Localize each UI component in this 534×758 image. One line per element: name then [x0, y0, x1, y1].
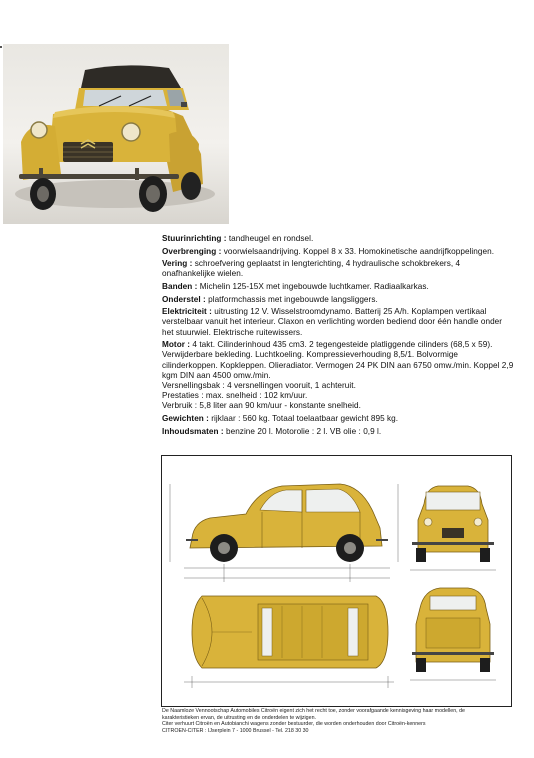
- spec-chassis: Onderstel : platformchassis met ingebouwde langsliggers.: [162, 294, 378, 304]
- technical-drawing-box: [161, 455, 512, 707]
- footer-line-1: De Naamloze Vennootschap Automobiles Citroën eigent zich het recht toe, zonder voorafgaande kennisgeving haar modellen, de: [162, 708, 465, 714]
- footer-disclaimer: [162, 708, 514, 734]
- specifications: [162, 234, 514, 439]
- car-photo-illustration: [3, 44, 229, 224]
- technical-drawings: [162, 456, 511, 706]
- side-view-drawing: [170, 484, 398, 582]
- spec-engine: Motor : 4 takt. Cilinderinhoud 435 cm3. 2 tegengesteide platliggende cilinders (68,5 x 59). Verwijderbare bekleding. Luchtkoeling. Kompressieverhouding 8,5/1. Bolvormige cilinderkoppen. Kopkleppen. Olieradiator. Vermogen 24 PK DIN aan 6750 omw./min. Koppel 2,9 kgm DIN aan 4500 omw./min.: [162, 340, 514, 380]
- spec-weights: Gewichten : rijklaar : 560 kg. Totaal toelaatbaar gewicht 895 kg.: [162, 413, 399, 423]
- car-photo: [3, 44, 229, 224]
- footer-line-3: Citer verhuurt Citroën en Autobianchi wagens zonder bestuurder, die worden onderhouden door Citroën-kenners: [162, 721, 426, 728]
- spec-gearbox: Versnellingsbak : 4 versnellingen vooruit, 1 achteruit.: [162, 380, 356, 390]
- margin-mark: [0, 46, 2, 48]
- spec-consumption: Verbruik : 5,8 liter aan 90 km/uur - konstante snelheid.: [162, 401, 361, 411]
- top-view-drawing: [184, 596, 394, 688]
- spec-steering: Stuurinrichting : tandheugel en rondsel.: [162, 234, 314, 243]
- spec-performance: Prestaties : max. snelheid : 102 km/uur.: [162, 391, 308, 401]
- footer-line-4: CITROEN-CITER : IJserplein 7 - 1000 Brussel - Tel. 218 30 30: [162, 727, 309, 734]
- front-view-drawing: [410, 486, 496, 570]
- spec-suspension: Vering : schroefvering geplaatst in lengterichting, 4 hydraulische schokbrekers, 4 onafhankelijke wielen.: [162, 259, 461, 279]
- footer-line-2: karakteristieken ervan, de uitrusting en de onderdelen te wijzigen.: [162, 714, 316, 721]
- rear-view-drawing: [410, 588, 496, 680]
- spec-tires: Banden : Michelin 125-15X met ingebouwde luchtkamer. Radiaalkarkas.: [162, 281, 429, 291]
- spec-transmission: Overbrenging : voorwielsaandrijving. Koppel 8 x 33. Homokinetische aandrijfkoppelingen.: [162, 246, 495, 256]
- spec-electrical: Elektriciteit : uitrusting 12 V. Wisselstroomdynamo. Batterij 25 A/h. Koplampen vertikaal verstelbaar vanuit het interieur. Claxon en verlichting worden bediend door één handle onder het stuurwiel. Elektrische ruitewissers.: [162, 307, 503, 337]
- spec-capacities: Inhoudsmaten : benzine 20 l. Motorolie : 2 l. VB olie : 0,9 l.: [162, 426, 382, 436]
